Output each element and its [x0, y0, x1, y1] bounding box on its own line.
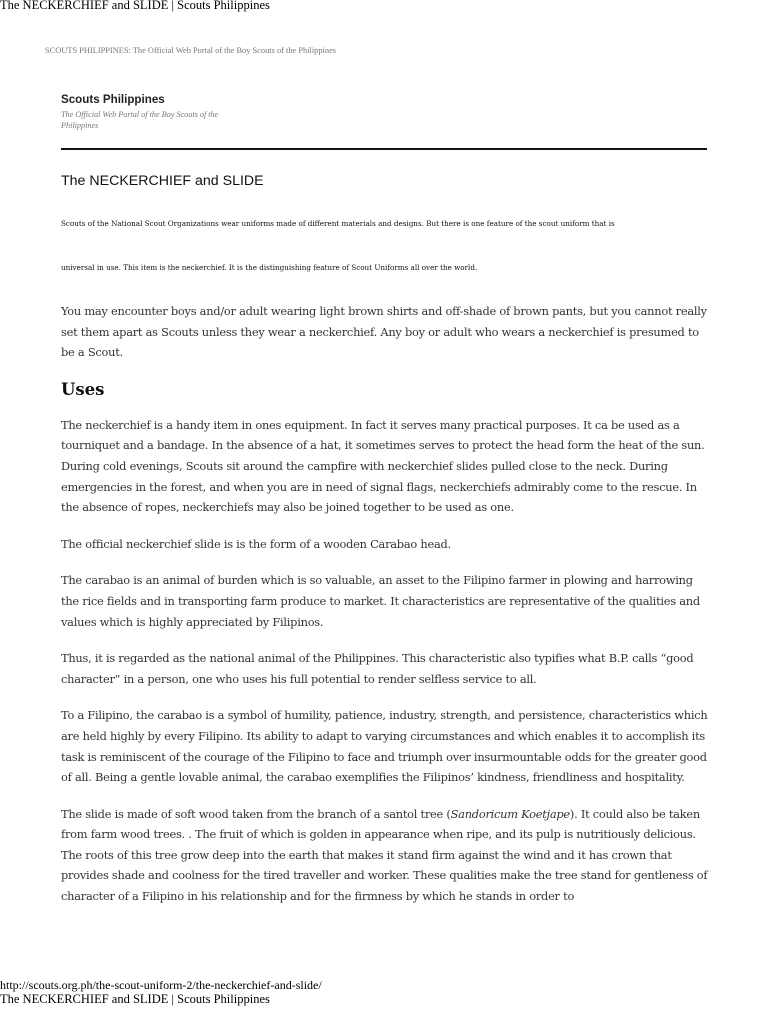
- santol-text-start: The slide is made of soft wood taken from the branch of a santol tree (: [61, 806, 451, 821]
- article-body: [61, 301, 711, 923]
- section-heading-uses: Uses: [61, 379, 105, 399]
- paragraph-uses: The neckerchief is a handy item in ones equipment. In fact it serves many practical purposes. It ca be used as a tourniquet and a bandage. In the absence of a hat, it sometimes serves to protect the head form the heat of the sun. During cold evenings, Scouts sit around the campfire with neckerchief slides pulled close to the neck. During emergencies in the forest, and when you are in need of signal flags, neckerchiefs admirably come to the rescue. In the absence of ropes, neckerchiefs may also be joined together to be used as one.: [61, 417, 705, 515]
- site-title-link[interactable]: Scouts Philippines: [61, 93, 165, 106]
- paragraph-carabao-symbol: To a Filipino, the carabao is a symbol of humility, patience, industry, strength, and persistence, characteristics which are held highly by every Filipino. Its ability to adapt to varying circumstances and which enables it to accomplish its task is reminiscent of the courage of the Filipino to face and triumph over insurmountable odds for the greater good of all. Being a gentle lovable animal, the carabao exemplifies the Filipinos’ kindness, friendliness and hospitality.: [61, 708, 708, 785]
- scientific-name: Sandoricum Koetjape: [450, 806, 570, 821]
- paragraph-national-animal: Thus, it is regarded as the national animal of the Philippines. This characteristic also typifies what B.P. calls “good character” in a person, one who uses his full potential to render selfless service to all.: [61, 651, 694, 686]
- intro-line-2: universal in use. This item is the neckerchief. It is the distinguishing feature of Scout Uniforms all over the world.: [61, 263, 478, 272]
- article-title: The NECKERCHIEF and SLIDE: [61, 173, 264, 189]
- print-header-title: The NECKERCHIEF and SLIDE | Scouts Philippines: [0, 0, 270, 12]
- intro-line-1: Scouts of the National Scout Organizations wear uniforms made of different materials and designs. But there is one feature of the scout uniform that is: [61, 219, 615, 228]
- site-description: The Official Web Portal of the Boy Scouts of the Philippines: [61, 110, 219, 130]
- paragraph-santol-wood: [61, 804, 711, 907]
- print-footer-url: http://scouts.org.ph/the-scout-uniform-2/the-neckerchief-and-slide/: [0, 978, 322, 992]
- paragraph-carabao-value: The carabao is an animal of burden which is so valuable, an asset to the Filipino farmer in plowing and harrowing the rice fields and in transporting farm produce to market. It characteristics are representative of the qualities and values which is highly appreciated by Filipinos.: [61, 573, 700, 629]
- header-divider: [61, 148, 707, 150]
- print-footer-title: The NECKERCHIEF and SLIDE | Scouts Philippines: [0, 992, 270, 1006]
- paragraph-slide-form: The official neckerchief slide is is the form of a wooden Carabao head.: [61, 536, 451, 551]
- site-tagline: SCOUTS PHILIPPINES: The Official Web Portal of the Boy Scouts of the Philippines: [45, 46, 337, 55]
- santol-text-end: ). It could also be taken from farm wood trees. . The fruit of which is golden in appearance when ripe, and its pulp is nutritiously delicious. The roots of this tree grow deep into the earth that makes it stand firm against the wind and it has crown that provides shade and coolness for the tired traveller and worker. These qualities make the tree stand for gentleness of character of a Filipino in his relationship and for the firmness by which he stands in order to: [61, 806, 708, 904]
- paragraph-neckerchief-identity: You may encounter boys and/or adult wearing light brown shirts and off-shade of brown pants, but you cannot really set them apart as Scouts unless they wear a neckerchief. Any boy or adult who wears a neckerchief is presumed to be a Scout.: [61, 304, 707, 360]
